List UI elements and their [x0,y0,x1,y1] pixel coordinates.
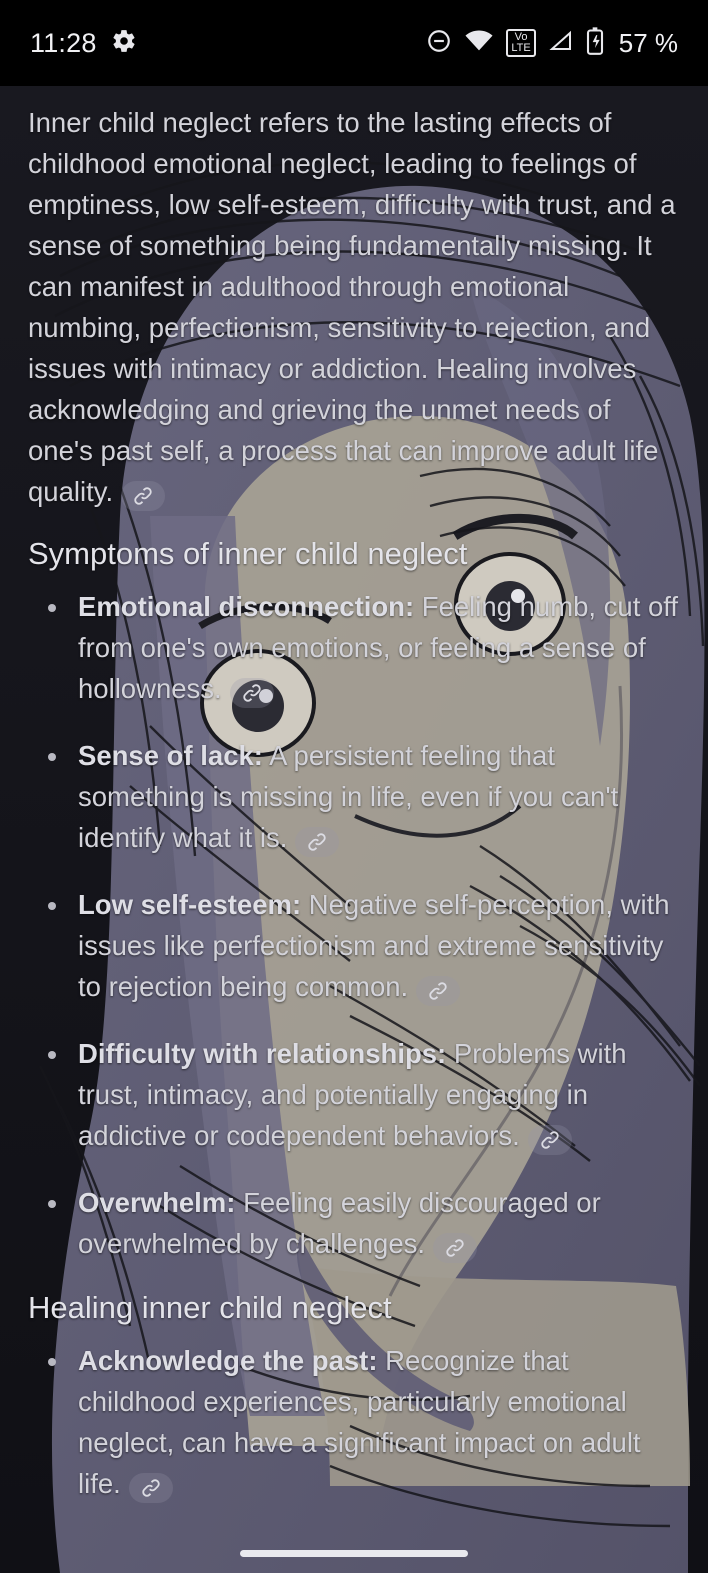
battery-charging-icon [586,27,604,60]
volte-label-bottom: LTE [511,42,531,54]
home-indicator[interactable] [240,1550,468,1557]
status-clock: 11:28 [30,27,97,58]
signal-icon [549,29,573,58]
volte-label-top: Vo [514,31,528,43]
status-bar [0,0,708,86]
link-icon[interactable] [433,1233,477,1263]
symptoms-list [28,586,680,1264]
list-item [28,735,680,858]
link-icon[interactable] [528,1125,572,1155]
intro-text: Inner child neglect refers to the lasting effects of childhood emotional neglect, leading to feelings of emptiness, low self-esteem, difficulty with trust, and a sense of something being fundamentally missing. It can manifest in adulthood through emotional numbing, perfectionism, sensitivity to rejection, and issues with intimacy or addiction. Healing involves acknowledging and grieving the unmet needs of one's past self, a process that can improve adult life quality. [28,107,676,507]
wifi-icon [465,30,493,57]
list-item [28,884,680,1007]
list-item-text: Problems with trust, intimacy, and potentially engaging in addictive or codependent behaviors. [78,1038,627,1151]
list-item-text: Feeling numb, cut off from one's own emotions, or feeling a sense of hollowness. [78,591,679,704]
list-item-text: Feeling easily discouraged or overwhelmed by challenges. [78,1187,601,1259]
list-item-text: A persistent feeling that something is missing in life, even if you can't identify what it is. [78,740,619,853]
list-item-lead: Difficulty with relationships: [78,1038,447,1069]
intro-paragraph [28,102,680,512]
do-not-disturb-icon [426,28,452,59]
list-item [28,586,680,709]
list-item [28,1033,680,1156]
battery-percent: 57 % [618,27,678,58]
section-heading-symptoms: Symptoms of inner child neglect [28,536,468,571]
link-icon[interactable] [129,1473,173,1503]
healing-list [28,1340,680,1504]
list-item [28,1340,680,1504]
section-heading-healing: Healing inner child neglect [28,1290,392,1325]
link-icon[interactable] [416,976,460,1006]
list-item-lead: Overwhelm: [78,1187,236,1218]
status-bar-right [426,27,678,60]
list-item-lead: Sense of lack: [78,740,263,771]
link-icon[interactable] [230,678,274,708]
gear-icon[interactable] [111,28,137,59]
list-item-text: Recognize that childhood experiences, particularly emotional neglect, can have a significant impact on adult life. [78,1345,641,1499]
article-content [0,86,708,1573]
list-item-text: Negative self-perception, with issues like perfectionism and extreme sensitivity to rejection being common. [78,889,670,1002]
link-icon[interactable] [121,481,165,511]
list-item-lead: Acknowledge the past: [78,1345,378,1376]
link-icon[interactable] [295,827,339,857]
volte-icon [506,29,535,57]
list-item [28,1182,680,1264]
list-item-lead: Low self-esteem: [78,889,302,920]
status-bar-left [30,28,137,59]
list-item-lead: Emotional disconnection: [78,591,415,622]
